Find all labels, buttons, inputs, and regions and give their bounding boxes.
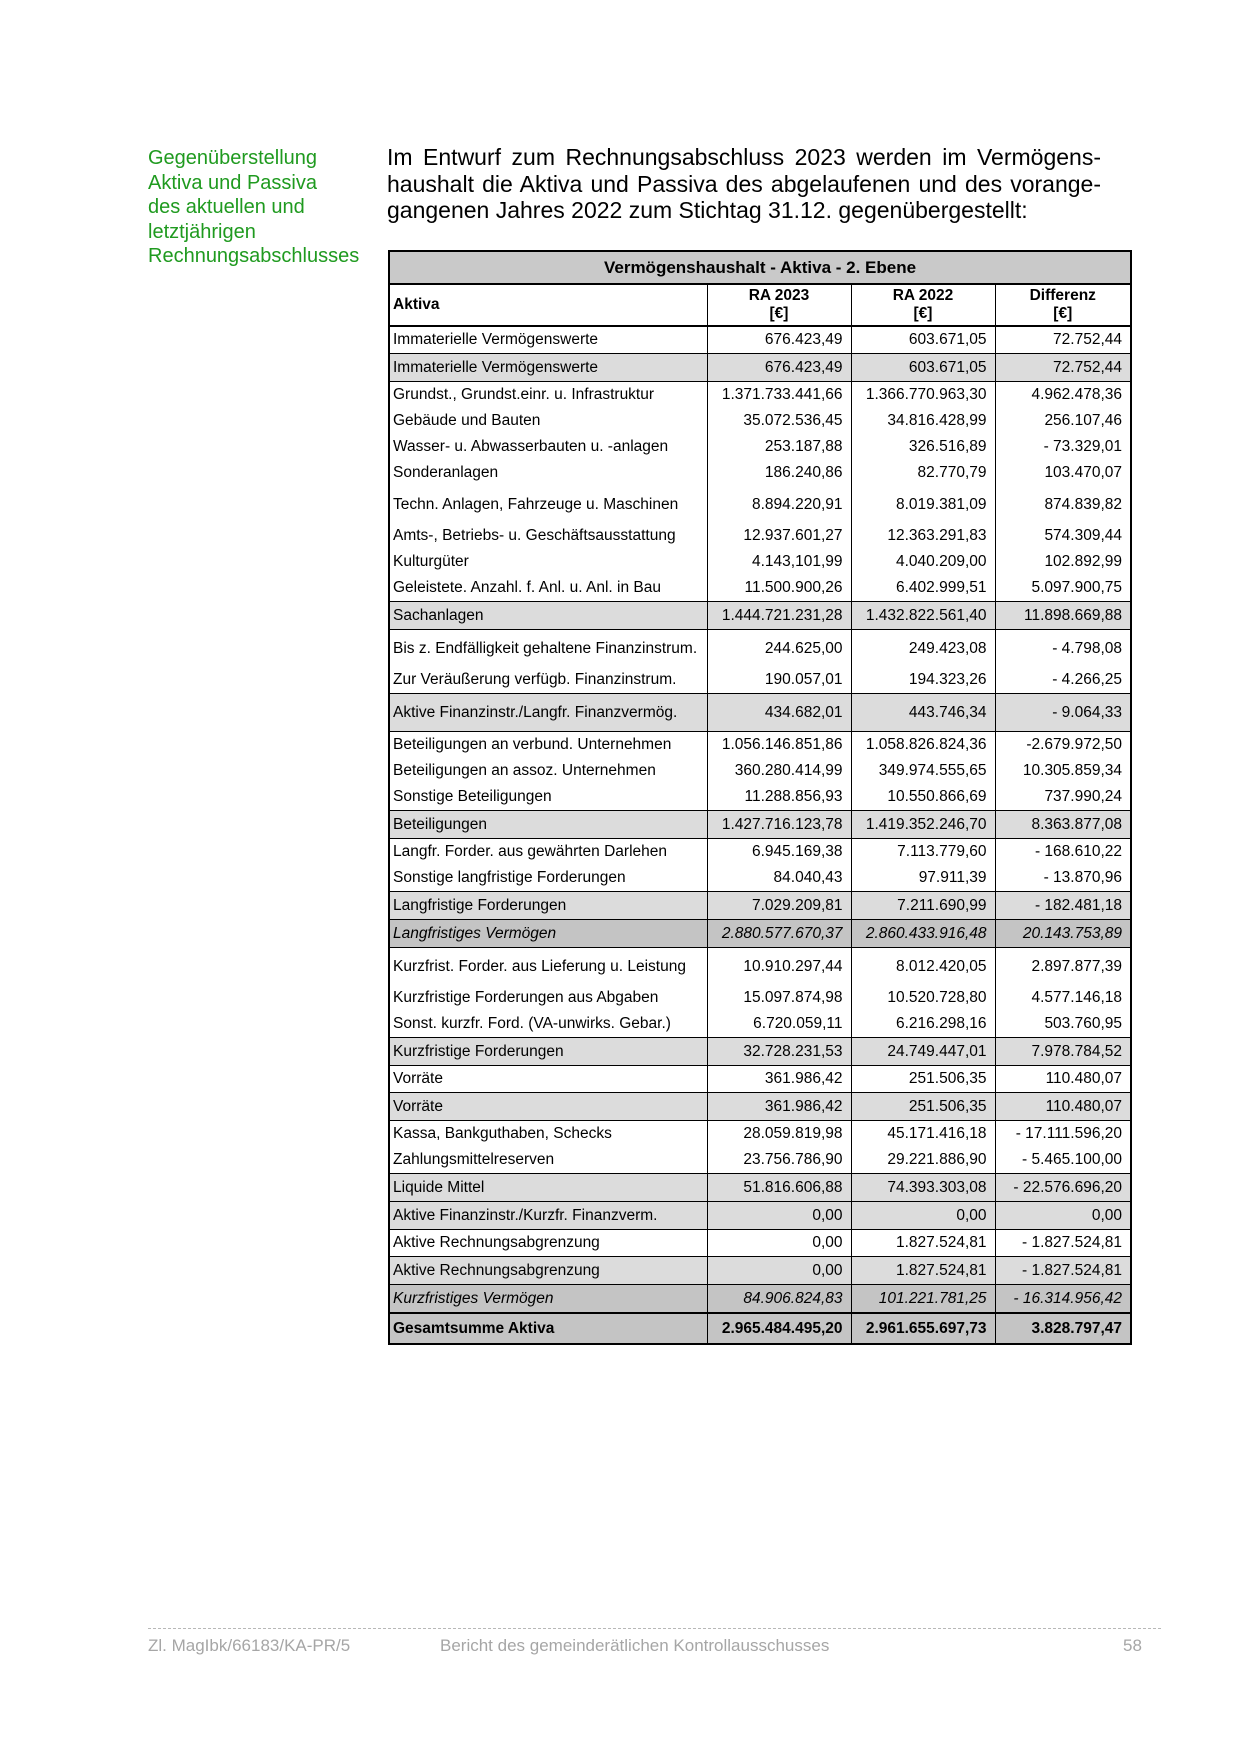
row-value-2023: 676.423,49 xyxy=(707,354,851,382)
table-row xyxy=(389,1313,1131,1344)
row-value-2023: 32.728.231,53 xyxy=(707,1038,851,1066)
row-difference: - 22.576.696,20 xyxy=(995,1174,1131,1202)
row-value-2022: 1.827.524,81 xyxy=(851,1230,995,1257)
header-ra-2022: RA 2022 [€] xyxy=(851,284,995,326)
row-difference: - 4.798,08 xyxy=(995,630,1131,668)
row-value-2023: 11.288.856,93 xyxy=(707,784,851,811)
row-value-2022: 10.550.866,69 xyxy=(851,784,995,811)
table-row xyxy=(389,1093,1131,1121)
table-row xyxy=(389,549,1131,575)
row-value-2023: 4.143,101,99 xyxy=(707,549,851,575)
table-row xyxy=(389,667,1131,694)
table-row xyxy=(389,948,1131,986)
row-value-2023: 15.097.874,98 xyxy=(707,985,851,1011)
row-label: Zur Veräußerung verfügb. Finanzinstrum. xyxy=(389,667,707,694)
row-difference: 256.107,46 xyxy=(995,408,1131,434)
row-difference: 11.898.669,88 xyxy=(995,602,1131,630)
row-label: Kulturgüter xyxy=(389,549,707,575)
row-value-2022: 24.749.447,01 xyxy=(851,1038,995,1066)
row-value-2023: 6.945.169,38 xyxy=(707,839,851,866)
row-value-2023: 253.187,88 xyxy=(707,434,851,460)
row-difference: - 1.827.524,81 xyxy=(995,1257,1131,1285)
row-difference: 10.305.859,34 xyxy=(995,758,1131,784)
row-value-2022: 12.363.291,83 xyxy=(851,523,995,549)
row-value-2023: 244.625,00 xyxy=(707,630,851,668)
row-label: Kurzfristiges Vermögen xyxy=(389,1285,707,1314)
sidebar-line: letztjährigen xyxy=(148,220,256,243)
row-difference: 874.839,82 xyxy=(995,486,1131,523)
row-label: Aktive Finanzinstr./Langfr. Finanzvermög. xyxy=(389,694,707,732)
row-label: Gesamtsumme Aktiva xyxy=(389,1313,707,1344)
row-difference: 4.962.478,36 xyxy=(995,382,1131,409)
row-value-2023: 1.371.733.441,66 xyxy=(707,382,851,409)
row-value-2023: 11.500.900,26 xyxy=(707,575,851,602)
row-difference: - 16.314.956,42 xyxy=(995,1285,1131,1314)
sidebar-line: Gegenüberstellung xyxy=(148,147,318,169)
row-label: Vorräte xyxy=(389,1066,707,1093)
row-label: Sonst. kurzfr. Ford. (VA-unwirks. Gebar.) xyxy=(389,1011,707,1038)
row-difference: 4.577.146,18 xyxy=(995,985,1131,1011)
row-difference: - 5.465.100,00 xyxy=(995,1147,1131,1174)
intro-paragraph xyxy=(387,144,1101,224)
row-value-2022: 7.113.779,60 xyxy=(851,839,995,866)
table-row xyxy=(389,1230,1131,1257)
row-label: Gebäude und Bauten xyxy=(389,408,707,434)
row-value-2022: 8.012.420,05 xyxy=(851,948,995,986)
row-value-2022: 251.506,35 xyxy=(851,1066,995,1093)
table-row xyxy=(389,694,1131,732)
row-difference: 8.363.877,08 xyxy=(995,811,1131,839)
intro-line: haushalt die Aktiva und Passiva des abgelaufenen und des vorange- xyxy=(387,170,1101,197)
row-value-2022: 97.911,39 xyxy=(851,865,995,892)
row-value-2022: 4.040.209,00 xyxy=(851,549,995,575)
footer-divider xyxy=(148,1628,1161,1629)
row-value-2022: 1.058.826.824,36 xyxy=(851,732,995,759)
table-row xyxy=(389,523,1131,549)
row-value-2023: 1.056.146.851,86 xyxy=(707,732,851,759)
row-difference: 5.097.900,75 xyxy=(995,575,1131,602)
row-label: Kurzfristige Forderungen aus Abgaben xyxy=(389,985,707,1011)
row-value-2023: 10.910.297,44 xyxy=(707,948,851,986)
row-label: Wasser- u. Abwasserbauten u. -anlagen xyxy=(389,434,707,460)
row-value-2022: 249.423,08 xyxy=(851,630,995,668)
row-value-2022: 45.171.416,18 xyxy=(851,1121,995,1148)
table-row xyxy=(389,486,1131,523)
sidebar-line: Aktiva und Passiva xyxy=(148,171,317,194)
row-difference: - 13.870,96 xyxy=(995,865,1131,892)
table-row xyxy=(389,1011,1131,1038)
row-value-2023: 2.965.484.495,20 xyxy=(707,1313,851,1344)
row-label: Techn. Anlagen, Fahrzeuge u. Maschinen xyxy=(389,486,707,523)
table-row xyxy=(389,732,1131,759)
row-value-2022: 1.419.352.246,70 xyxy=(851,811,995,839)
row-label: Sachanlagen xyxy=(389,602,707,630)
table-row xyxy=(389,1174,1131,1202)
row-value-2022: 34.816.428,99 xyxy=(851,408,995,434)
row-label: Vorräte xyxy=(389,1093,707,1121)
row-difference: - 168.610,22 xyxy=(995,839,1131,866)
header-ra-2023: RA 2023 [€] xyxy=(707,284,851,326)
row-value-2023: 8.894.220,91 xyxy=(707,486,851,523)
row-difference: - 9.064,33 xyxy=(995,694,1131,732)
sidebar-line: Rechnungsabschlusses xyxy=(148,245,360,267)
row-label: Langfristige Forderungen xyxy=(389,892,707,920)
table-row xyxy=(389,784,1131,811)
row-value-2023: 35.072.536,45 xyxy=(707,408,851,434)
row-difference: 102.892,99 xyxy=(995,549,1131,575)
row-label: Beteiligungen xyxy=(389,811,707,839)
table-row xyxy=(389,1285,1131,1314)
row-difference: - 17.111.596,20 xyxy=(995,1121,1131,1148)
table-row xyxy=(389,630,1131,668)
table-row xyxy=(389,1147,1131,1174)
header-differenz: Differenz [€] xyxy=(995,284,1131,326)
row-difference: 2.897.877,39 xyxy=(995,948,1131,986)
row-value-2022: 8.019.381,09 xyxy=(851,486,995,523)
row-value-2023: 12.937.601,27 xyxy=(707,523,851,549)
row-value-2023: 0,00 xyxy=(707,1230,851,1257)
row-value-2022: 82.770,79 xyxy=(851,460,995,486)
row-label: Beteiligungen an assoz. Unternehmen xyxy=(389,758,707,784)
row-difference: - 4.266,25 xyxy=(995,667,1131,694)
row-label: Kurzfristige Forderungen xyxy=(389,1038,707,1066)
row-label: Immaterielle Vermögenswerte xyxy=(389,326,707,354)
row-label: Sonderanlagen xyxy=(389,460,707,486)
row-difference: 72.752,44 xyxy=(995,326,1131,354)
intro-line: gangenen Jahres 2022 zum Stichtag 31.12. gegenübergestellt: xyxy=(387,197,1028,223)
table-row xyxy=(389,602,1131,630)
row-difference: 737.990,24 xyxy=(995,784,1131,811)
page-number: 58 xyxy=(1123,1636,1142,1655)
row-difference: 20.143.753,89 xyxy=(995,920,1131,948)
row-difference: - 182.481,18 xyxy=(995,892,1131,920)
table-row xyxy=(389,1121,1131,1148)
row-label: Immaterielle Vermögenswerte xyxy=(389,354,707,382)
row-value-2023: 2.880.577.670,37 xyxy=(707,920,851,948)
table-title-row xyxy=(389,251,1131,284)
row-label: Amts-, Betriebs- u. Geschäftsausstattung xyxy=(389,523,707,549)
table-row xyxy=(389,408,1131,434)
row-value-2022: 101.221.781,25 xyxy=(851,1285,995,1314)
table-row xyxy=(389,1066,1131,1093)
row-label: Aktive Rechnungsabgrenzung xyxy=(389,1257,707,1285)
row-value-2022: 1.432.822.561,40 xyxy=(851,602,995,630)
row-difference: 110.480,07 xyxy=(995,1066,1131,1093)
row-value-2022: 74.393.303,08 xyxy=(851,1174,995,1202)
table-row xyxy=(389,1202,1131,1230)
row-value-2023: 0,00 xyxy=(707,1202,851,1230)
row-value-2022: 349.974.555,65 xyxy=(851,758,995,784)
row-label: Sonstige Beteiligungen xyxy=(389,784,707,811)
row-label: Langfristiges Vermögen xyxy=(389,920,707,948)
row-value-2022: 326.516,89 xyxy=(851,434,995,460)
row-label: Zahlungsmittelreserven xyxy=(389,1147,707,1174)
row-label: Sonstige langfristige Forderungen xyxy=(389,865,707,892)
row-value-2022: 10.520.728,80 xyxy=(851,985,995,1011)
aktiva-table xyxy=(388,250,1132,1345)
row-value-2022: 2.860.433.916,48 xyxy=(851,920,995,948)
row-value-2022: 194.323,26 xyxy=(851,667,995,694)
row-value-2023: 1.427.716.123,78 xyxy=(707,811,851,839)
row-label: Aktive Finanzinstr./Kurzfr. Finanzverm. xyxy=(389,1202,707,1230)
table-row xyxy=(389,985,1131,1011)
row-value-2022: 6.402.999,51 xyxy=(851,575,995,602)
table-row xyxy=(389,811,1131,839)
row-difference: - 1.827.524,81 xyxy=(995,1230,1131,1257)
table-row xyxy=(389,1257,1131,1285)
row-value-2022: 443.746,34 xyxy=(851,694,995,732)
row-value-2022: 251.506,35 xyxy=(851,1093,995,1121)
row-value-2023: 360.280.414,99 xyxy=(707,758,851,784)
footer-title: Bericht des gemeinderätlichen Kontrollausschusses xyxy=(440,1636,830,1655)
row-label: Langfr. Forder. aus gewährten Darlehen xyxy=(389,839,707,866)
row-label: Aktive Rechnungsabgrenzung xyxy=(389,1230,707,1257)
table-row xyxy=(389,460,1131,486)
table-row xyxy=(389,1038,1131,1066)
table-row xyxy=(389,326,1131,354)
row-value-2022: 603.671,05 xyxy=(851,326,995,354)
table-row xyxy=(389,892,1131,920)
row-value-2023: 186.240,86 xyxy=(707,460,851,486)
row-label: Grundst., Grundst.einr. u. Infrastruktur xyxy=(389,382,707,409)
row-label: Beteiligungen an verbund. Unternehmen xyxy=(389,732,707,759)
row-difference: 3.828.797,47 xyxy=(995,1313,1131,1344)
table-row xyxy=(389,758,1131,784)
row-difference: 103.470,07 xyxy=(995,460,1131,486)
row-value-2023: 28.059.819,98 xyxy=(707,1121,851,1148)
table-title: Vermögenshaushalt - Aktiva - 2. Ebene xyxy=(389,251,1131,284)
row-value-2022: 1.827.524,81 xyxy=(851,1257,995,1285)
row-difference: -2.679.972,50 xyxy=(995,732,1131,759)
row-label: Geleistete. Anzahl. f. Anl. u. Anl. in Bau xyxy=(389,575,707,602)
row-value-2022: 0,00 xyxy=(851,1202,995,1230)
row-difference: 7.978.784,52 xyxy=(995,1038,1131,1066)
table-row xyxy=(389,839,1131,866)
sidebar-heading xyxy=(148,146,378,269)
row-difference: - 73.329,01 xyxy=(995,434,1131,460)
header-aktiva: Aktiva xyxy=(389,284,707,326)
row-value-2022: 2.961.655.697,73 xyxy=(851,1313,995,1344)
row-value-2023: 84.906.824,83 xyxy=(707,1285,851,1314)
row-value-2023: 190.057,01 xyxy=(707,667,851,694)
sidebar-line: des aktuellen und xyxy=(148,196,305,218)
row-label: Liquide Mittel xyxy=(389,1174,707,1202)
row-difference: 110.480,07 xyxy=(995,1093,1131,1121)
row-value-2022: 1.366.770.963,30 xyxy=(851,382,995,409)
row-value-2022: 7.211.690,99 xyxy=(851,892,995,920)
row-value-2023: 23.756.786,90 xyxy=(707,1147,851,1174)
row-value-2023: 676.423,49 xyxy=(707,326,851,354)
table-row xyxy=(389,865,1131,892)
row-value-2023: 51.816.606,88 xyxy=(707,1174,851,1202)
table-row xyxy=(389,434,1131,460)
row-difference: 0,00 xyxy=(995,1202,1131,1230)
row-value-2022: 603.671,05 xyxy=(851,354,995,382)
row-difference: 503.760,95 xyxy=(995,1011,1131,1038)
row-label: Kurzfrist. Forder. aus Lieferung u. Leistung xyxy=(389,948,707,986)
row-value-2023: 0,00 xyxy=(707,1257,851,1285)
intro-line: Im Entwurf zum Rechnungsabschluss 2023 werden im Vermögens- xyxy=(387,144,1101,170)
table-row xyxy=(389,575,1131,602)
row-value-2023: 84.040,43 xyxy=(707,865,851,892)
row-value-2023: 6.720.059,11 xyxy=(707,1011,851,1038)
row-label: Bis z. Endfälligkeit gehaltene Finanzinstrum. xyxy=(389,630,707,668)
table-row xyxy=(389,354,1131,382)
row-value-2023: 361.986,42 xyxy=(707,1093,851,1121)
footer-reference: Zl. MagIbk/66183/KA-PR/5 xyxy=(148,1636,351,1655)
row-difference: 72.752,44 xyxy=(995,354,1131,382)
row-value-2022: 29.221.886,90 xyxy=(851,1147,995,1174)
row-value-2023: 1.444.721.231,28 xyxy=(707,602,851,630)
row-label: Kassa, Bankguthaben, Schecks xyxy=(389,1121,707,1148)
row-difference: 574.309,44 xyxy=(995,523,1131,549)
row-value-2023: 361.986,42 xyxy=(707,1066,851,1093)
table-row xyxy=(389,920,1131,948)
table-header-row xyxy=(389,284,1131,326)
table-row xyxy=(389,382,1131,409)
row-value-2023: 434.682,01 xyxy=(707,694,851,732)
row-value-2022: 6.216.298,16 xyxy=(851,1011,995,1038)
row-value-2023: 7.029.209,81 xyxy=(707,892,851,920)
